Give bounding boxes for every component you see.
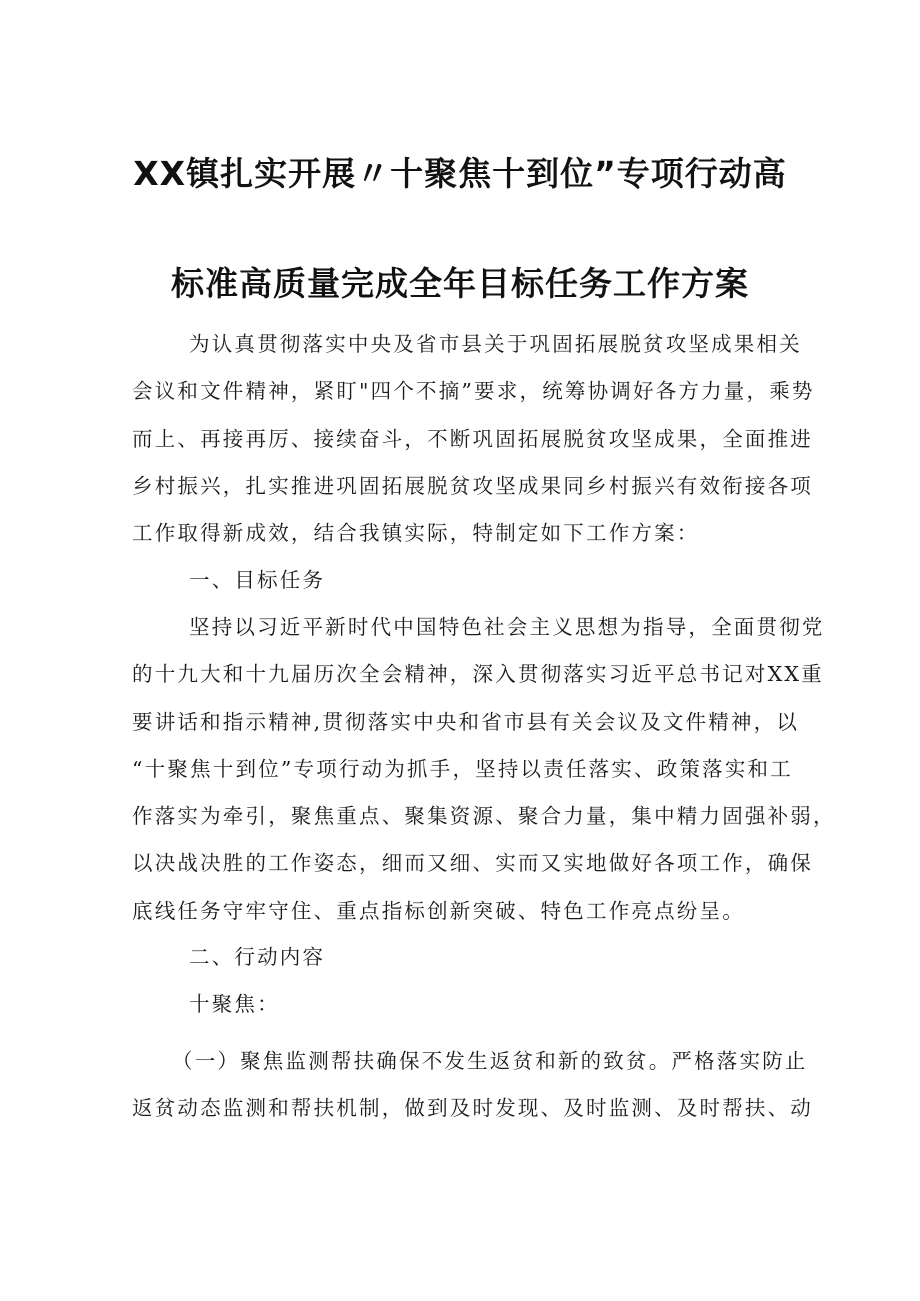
goals-line-4: “十聚焦十到位”专项行动为抓手，坚持以责任落实、政策落实和工 [132,756,793,781]
document-title-line-2: 标准高质量完成全年目标任务工作方案 [171,264,749,303]
intro-line-3: 而上、再接再厉、接续奋斗，不断巩固拓展脱贫攻坚成果，全面推进 [132,426,813,451]
goals-line-5: 作落实为牵引，聚焦重点、聚集资源、聚合力量，集中精力固强补弱， [132,804,836,829]
goals-line-7: 底线任务守牢守住、重点指标创新突破、特色工作亮点纷呈。 [132,898,745,923]
item-1-line-2: 返贫动态监测和帮扶机制，做到及时发现、及时监测、及时帮扶、动 [132,1096,813,1121]
goals-paragraph [132,604,836,935]
intro-line-2: 会议和文件精神，紧盯"四个不摘”要求，统筹协调好各方力量，乘势 [132,379,815,404]
intro-line-1: 为认真贯彻落实中央及省市县关于巩固拓展脱贫攻坚成果相关 [189,332,802,356]
intro-line-5: 工作取得新成效，结合我镇实际，特制定如下工作方案： [132,521,700,546]
subheading-ten-focus: 十聚焦： [189,992,280,1016]
intro-paragraph [132,321,815,557]
item-1-paragraph [132,1038,813,1133]
goals-line-1: 坚持以习近平新时代中国特色社会主义思想为指导，全面贯彻党 [189,615,825,639]
goals-line-2: 的十九大和十九届历次全会精神，深入贯彻落实习近平总书记对XX重 [132,662,824,687]
section-heading-actions: 二、行动内容 [189,945,326,969]
goals-line-6: 以决战决胜的工作姿态，细而又细、实而又实地做好各项工作，确保 [132,851,813,876]
document-title-line-1: XX镇扎实开展〃十聚焦十到位”专项行动高 [133,154,787,193]
item-1-line-1: （一）聚焦监测帮扶确保不发生返贫和新的致贫。严格落实防止 [172,1049,808,1073]
intro-line-4: 乡村振兴，扎实推进巩固拓展脱贫攻坚成果同乡村振兴有效衔接各项 [132,473,813,498]
section-heading-goals: 一、目标任务 [189,568,326,592]
goals-line-3: 要讲话和指示精神,贯彻落实中央和省市县有关会议及文件精神，以 [132,709,800,734]
